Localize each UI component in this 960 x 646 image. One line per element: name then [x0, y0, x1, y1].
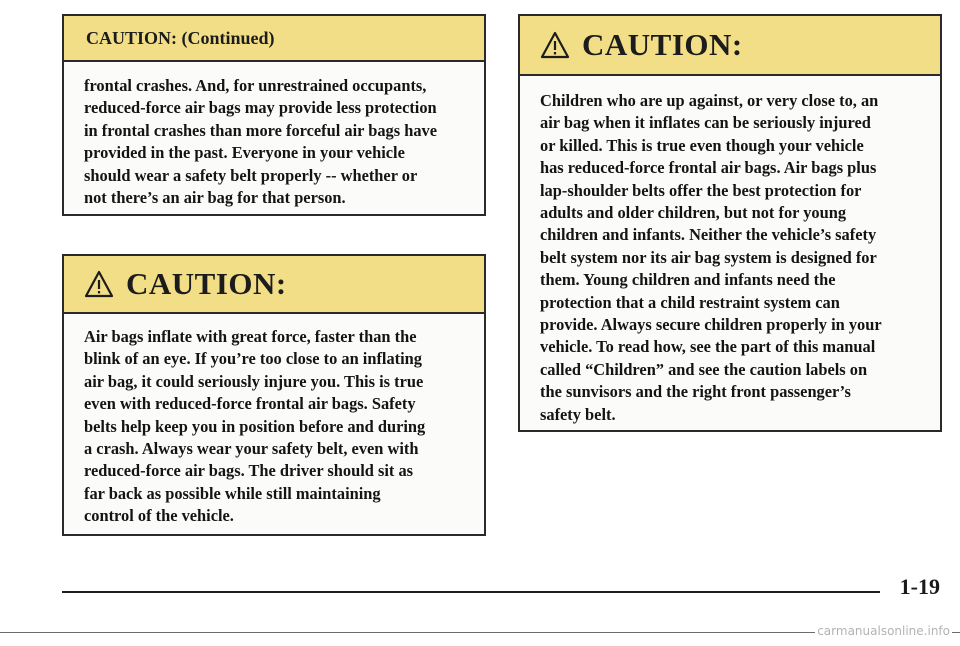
text-line: safety belt.: [540, 404, 616, 424]
text-line: or killed. This is true even though your vehicle: [540, 135, 864, 155]
caution-left-box: [62, 254, 486, 536]
warning-triangle-icon: [540, 31, 570, 59]
text-line: belts help keep you in position before and during: [84, 416, 426, 436]
text-line: lap-shoulder belts offer the best protection for: [540, 180, 862, 200]
text-line: them. Young children and infants need the: [540, 270, 836, 290]
text-line: should wear a safety belt properly -- whether or: [84, 165, 418, 185]
text-line: provide. Always secure children properly in your: [540, 315, 882, 335]
caution-right-text: [520, 76, 940, 426]
text-line: control of the vehicle.: [84, 506, 234, 526]
text-line: in frontal crashes than more forceful air bags have: [84, 120, 437, 140]
caution-right-heading-bar: [520, 16, 940, 76]
text-line: has reduced-force frontal air bags. Air bags plus: [540, 158, 877, 178]
caution-left-heading: CAUTION:: [126, 266, 287, 301]
text-line: adults and older children, but not for young: [540, 203, 847, 223]
watermark-text: carmanualsonline.info: [817, 624, 950, 638]
text-line: not there’s an air bag for that person.: [84, 188, 346, 208]
caution-left-heading-bar: [64, 256, 484, 314]
caution-left-text: [64, 314, 484, 528]
caution-continued-text: [64, 62, 484, 209]
text-line: Air bags inflate with great force, faster than the: [84, 327, 417, 346]
footer-rule: [62, 591, 880, 593]
text-line: belt system nor its air bag system is designed for: [540, 247, 877, 267]
text-line: a crash. Always wear your safety belt, even with: [84, 439, 419, 459]
caution-continued-heading: CAUTION: (Continued): [86, 27, 275, 48]
text-line: far back as possible while still maintaining: [84, 483, 381, 503]
text-line: protection that a child restraint system can: [540, 292, 840, 312]
text-line: reduced-force air bags. The driver should sit as: [84, 461, 414, 481]
caution-continued-box: [62, 14, 486, 216]
text-line: air bag, it could seriously injure you. This is true: [84, 371, 424, 391]
text-line: frontal crashes. And, for unrestrained occupants,: [84, 76, 427, 95]
caution-right-heading: CAUTION:: [582, 27, 743, 62]
text-line: reduced-force air bags may provide less protection: [84, 98, 437, 118]
caution-right-box: [518, 14, 942, 432]
text-line: blink of an eye. If you’re too close to an inflating: [84, 349, 422, 369]
text-line: Children who are up against, or very close to, an: [540, 91, 879, 110]
warning-triangle-icon: [84, 270, 114, 298]
text-line: the sunvisors and the right front passenger’s: [540, 382, 851, 402]
caution-continued-heading-bar: [64, 16, 484, 62]
text-line: vehicle. To read how, see the part of this manual: [540, 337, 876, 357]
page-number: 1-19: [899, 574, 940, 599]
text-line: air bag when it inflates can be seriously injured: [540, 113, 871, 133]
text-line: even with reduced-force frontal air bags. Safety: [84, 394, 416, 414]
text-line: children and infants. Neither the vehicle’s safety: [540, 225, 877, 245]
text-line: called “Children” and see the caution labels on: [540, 359, 868, 379]
text-line: provided in the past. Everyone in your vehicle: [84, 143, 405, 163]
